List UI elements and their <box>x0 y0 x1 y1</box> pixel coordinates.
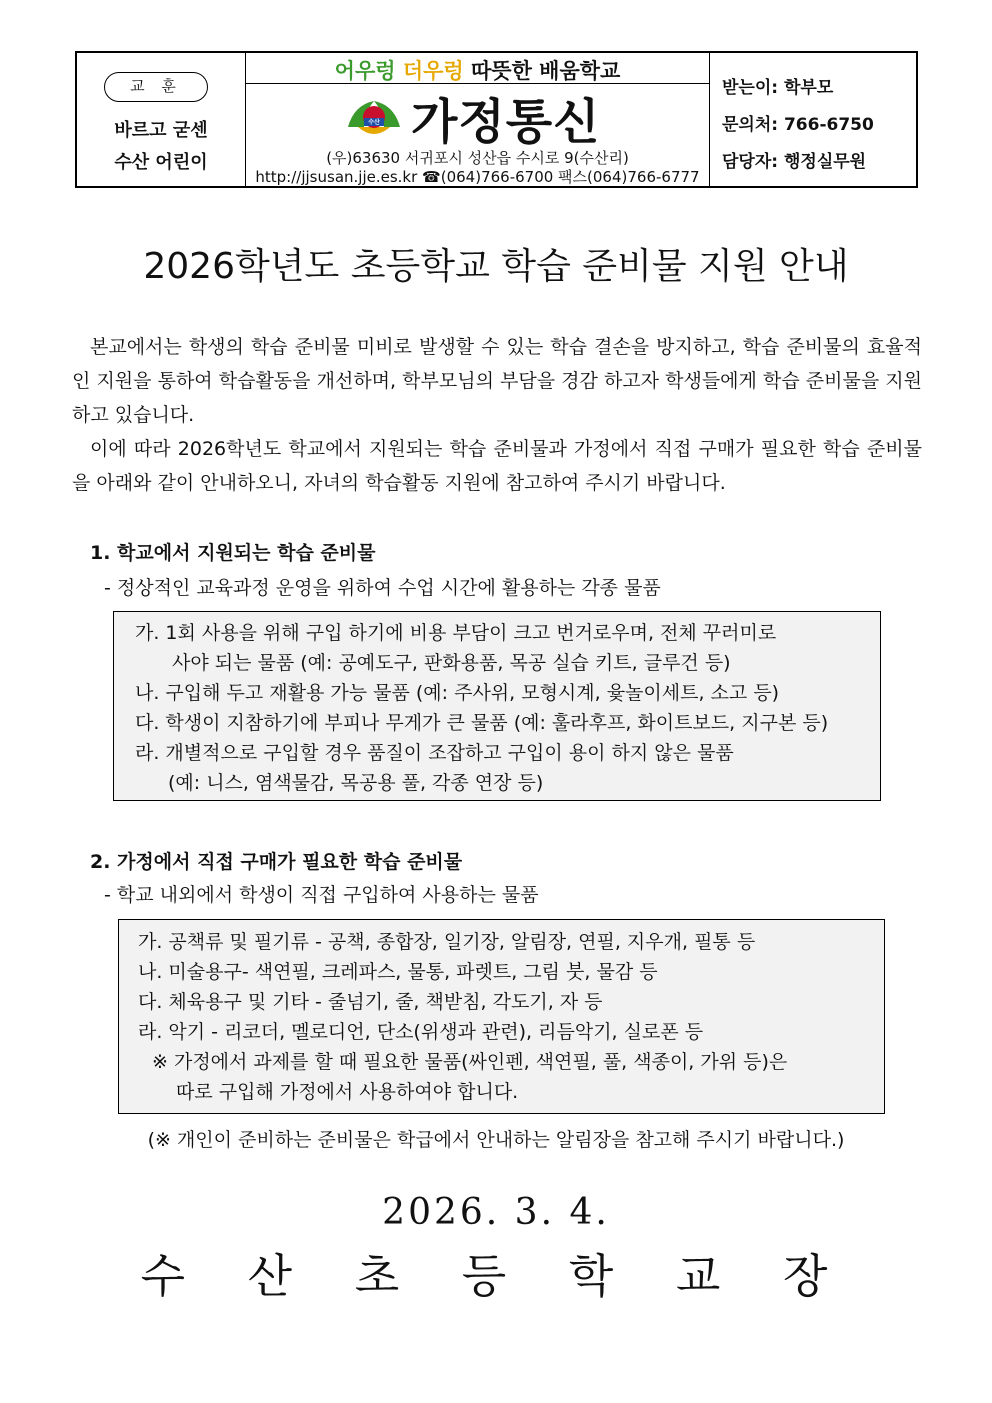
section-2-heading: 2. 가정에서 직접 구매가 필요한 학습 준비물 <box>90 851 463 873</box>
section-1-item: 가. 1회 사용을 위해 구입 하기에 비용 부담이 크고 번거로우며, 전체 꾸러미로 <box>135 622 777 644</box>
emblem-base <box>358 127 390 134</box>
school-contact: http://jjsusan.jje.es.kr ☎(064)766-6700 팩스(064)766-6777 <box>255 168 700 186</box>
school-slogan <box>246 55 709 85</box>
section-2-item: 가. 공책류 및 필기류 - 공책, 종합장, 일기장, 알림장, 연필, 지우개, 필통 등 <box>138 931 756 953</box>
section-1-description: - 정상적인 교육과정 운영을 위하여 수업 시간에 활용하는 각종 물품 <box>104 577 661 599</box>
manager-label: 담당자: 행정실무원 <box>722 152 867 172</box>
document-date: 2026. 3. 4. <box>382 1192 610 1233</box>
section-1-box <box>113 611 881 801</box>
section-1-item: 나. 구입해 두고 재활용 가능 물품 (예: 주사위, 모형시계, 윷놀이세트, 소고 등) <box>135 682 780 704</box>
motto-line-1: 바르고 굳센 <box>114 120 208 141</box>
newsletter-title: 가정통신 <box>411 94 601 150</box>
section-1-heading: 1. 학교에서 지원되는 학습 준비물 <box>90 542 376 564</box>
section-2-item: 다. 체육용구 및 기타 - 줄넘기, 줄, 책받침, 각도기, 자 등 <box>138 991 603 1013</box>
section-2-item: 나. 미술용구- 색연필, 크레파스, 물통, 파렛트, 그림 붓, 물감 등 <box>138 961 658 983</box>
inquiry-label: 문의처: 766-6750 <box>722 115 874 135</box>
section-1-item: 다. 학생이 지참하기에 부피나 무게가 큰 물품 (예: 훌라후프, 화이트보드, 지구본 등) <box>135 712 829 734</box>
newsletter-header <box>75 51 918 188</box>
intro-paragraph-2: 이에 따라 2026학년도 학교에서 지원되는 학습 준비물과 가정에서 직접 구매가 필요한 학습 준비물을 아래와 같이 안내하오니, 자녀의 학습활동 지원에 참고하여 주시기 바랍니다. <box>72 438 922 494</box>
slogan-part-3: 따뜻한 배움학교 <box>471 59 621 83</box>
document-title: 2026학년도 초등학교 학습 준비물 지원 안내 <box>143 246 849 287</box>
intro-paragraph-1: 본교에서는 학생의 학습 준비물 미비로 발생할 수 있는 학습 결손을 방지하고, 학습 준비물의 효율적인 지원을 통하여 학습활동을 개선하며, 학부모님의 부담을 경감 하고자 학생들에게 학습 준비물을 지원하고 있습니다. <box>72 336 922 426</box>
section-2-item: 라. 악기 - 리코더, 멜로디언, 단소(위생과 관련), 리듬악기, 실로폰 등 <box>138 1021 704 1043</box>
contact-cell <box>710 53 916 186</box>
slogan-part-2: 더우렁 <box>402 59 464 83</box>
section-2-footnote: (※ 개인이 준비하는 준비물은 학급에서 안내하는 알림장을 참고해 주시기 바랍니다.) <box>147 1129 845 1151</box>
section-2-box <box>118 919 885 1114</box>
section-2-note: ※ 가정에서 과제를 할 때 필요한 물품(싸인펜, 색연필, 풀, 색종이, 가위 등)은 <box>152 1051 788 1073</box>
emblem-text: 수산 <box>368 119 380 126</box>
section-1-item: (예: 니스, 염색물감, 목공용 풀, 각종 연장 등) <box>168 772 544 794</box>
motto-label: 교 훈 <box>104 72 208 102</box>
section-2-note: 따로 구입해 가정에서 사용하여야 합니다. <box>176 1081 519 1103</box>
title-cell <box>246 53 710 186</box>
slogan-part-1: 어우렁 <box>334 59 396 83</box>
recipient-label: 받는이: 학부모 <box>722 78 834 98</box>
section-1-item: 라. 개별적으로 구입할 경우 품질이 조잡하고 구입이 용이 하지 않은 물품 <box>135 742 734 764</box>
school-emblem-icon <box>344 97 404 141</box>
motto-cell <box>77 53 246 186</box>
school-address: (우)63630 서귀포시 성산읍 수시로 9(수산리) <box>326 149 629 167</box>
principal-signature: 수 산 초 등 학 교 장 <box>140 1249 852 1303</box>
section-1-item: 사야 되는 물품 (예: 공예도구, 판화용품, 목공 실습 키트, 글루건 등) <box>172 652 731 674</box>
motto-line-2: 수산 어린이 <box>114 152 208 173</box>
section-2-description: - 학교 내외에서 학생이 직접 구입하여 사용하는 물품 <box>104 884 539 906</box>
